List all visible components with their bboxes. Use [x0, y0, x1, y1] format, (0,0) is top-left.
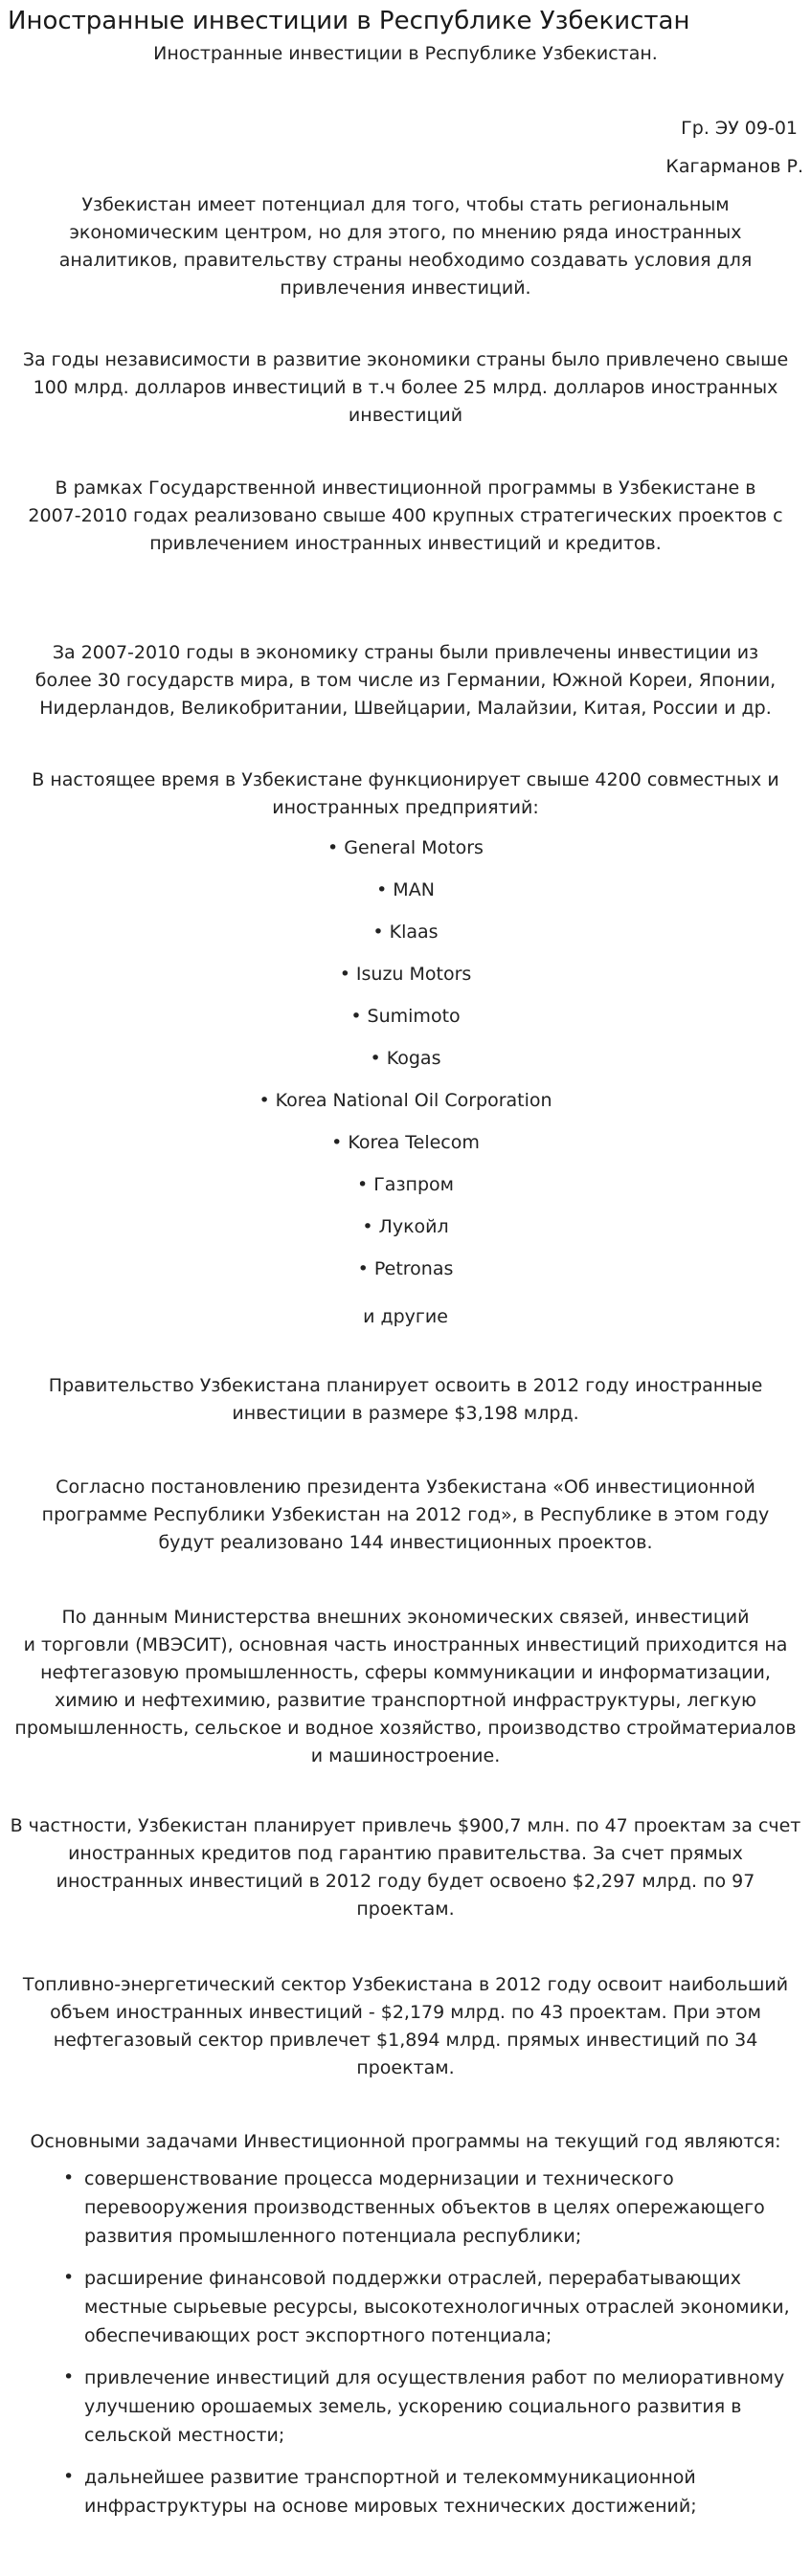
company-name: Kogas — [386, 1048, 441, 1069]
bullet-icon: • — [362, 1216, 373, 1237]
company-item — [0, 877, 811, 904]
paragraph-plan-2012: Правительство Узбекистана планирует освоить в 2012 году иностранные инвестиции в размере $3,198 млрд. — [48, 1375, 763, 1424]
company-item — [0, 834, 811, 862]
company-item — [0, 1213, 811, 1241]
company-item — [0, 1087, 811, 1115]
task-text: совершенствование процесса модернизации и технического перевооружения производственных объектов в целях опережающего развития промышленного потенциала республики; — [84, 2168, 765, 2247]
bullet-icon: • — [331, 1132, 343, 1153]
bullet-icon: • — [63, 2267, 75, 2288]
company-name: Korea Telecom — [348, 1132, 480, 1153]
paragraph-independence: За годы независимости в развитие экономики страны было привлечено свыше 100 млрд. долларов инвестиций в т.ч более 25 млрд. долларов иностранных инвестиций — [22, 349, 789, 426]
author-name: Кагарманов Р. — [665, 156, 803, 177]
company-item — [0, 1255, 811, 1283]
document-subtitle: Иностранные инвестиции в Республике Узбекистан. — [153, 43, 658, 64]
bullet-icon: • — [63, 2466, 75, 2487]
bullet-icon: • — [63, 2366, 75, 2387]
bullet-icon: • — [350, 1006, 362, 1027]
bullet-icon: • — [63, 2167, 75, 2188]
company-name: Korea National Oil Corporation — [275, 1090, 552, 1111]
group-label: Гр. ЭУ 09-01 — [681, 118, 798, 139]
company-item — [0, 1003, 811, 1031]
bullet-icon: • — [372, 922, 384, 943]
task-text: дальнейшее развитие транспортной и телекоммуникационной инфраструктуры на основе мировых технических достижений; — [84, 2467, 697, 2517]
paragraph-tasks-intro: Основными задачами Инвестиционной программы на текущий год являются: — [30, 2131, 781, 2152]
bullet-icon: • — [339, 964, 350, 985]
paragraph-energy: Топливно-энергетический сектор Узбекистана в 2012 году освоит наибольший объем иностранных инвестиций - $2,179 млрд. по 43 проектам. При этом нефтегазовый сектор привлечет $1,894 млрд. прямых инвестиций по 34 проектам. — [22, 1974, 789, 2078]
company-name: Sumimoto — [367, 1006, 461, 1027]
company-name: Лукойл — [378, 1216, 449, 1237]
bullet-icon: • — [259, 1090, 270, 1111]
page-title: Иностранные инвестиции в Республике Узбекистан — [8, 7, 690, 35]
bullet-icon: • — [370, 1048, 381, 1069]
company-item — [0, 1045, 811, 1073]
paragraph-state-program: В рамках Государственной инвестиционной программы в Узбекистане в 2007-2010 годах реализовано свыше 400 крупных стратегических проектов с привлечением иностранных инвестиций и кредитов. — [28, 477, 783, 554]
company-name: Газпром — [373, 1174, 454, 1195]
paragraph-ministry: По данным Министерства внешних экономических связей, инвестиций и торговли (МВЭСИТ), основная часть иностранных инвестиций приходится на нефтегазовую промышленность, сферы коммуникации и информатизации, химию и нефтехимию, развитие транспортной инфраструктуры, легкую промышленность, сельское и водное хозяйство, производство стройматериалов и машиностроение. — [14, 1607, 797, 1766]
company-name: Petronas — [373, 1258, 454, 1279]
company-name: Klaas — [389, 922, 439, 943]
company-item — [0, 1129, 811, 1157]
company-name: General Motors — [344, 837, 484, 858]
paragraph-countries: За 2007-2010 годы в экономику страны были привлечены инвестиции из более 30 государств мира, в том числе из Германии, Южной Кореи, Японии, Нидерландов, Великобритании, Швейцарии, Малайзии, Китая, России и др. — [34, 642, 777, 719]
company-name: Isuzu Motors — [355, 964, 472, 985]
company-item — [0, 961, 811, 988]
company-name: MAN — [393, 879, 435, 900]
paragraph-decree: Согласно постановлению президента Узбекистана «Об инвестиционной программе Республики Узбекистан на 2012 год», в Республике в этом году будут реализовано 144 инвестиционных проектов. — [41, 1477, 770, 1553]
paragraph-intro: Узбекистан имеет потенциал для того, чтобы стать региональным экономическим центром, но для этого, по мнению ряда иностранных аналитиков, правительству страны необходимо создавать условия для привлечения инвестиций. — [58, 194, 753, 299]
bullet-icon: • — [376, 879, 388, 900]
bullet-icon: • — [327, 837, 339, 858]
bullet-icon: • — [357, 1174, 369, 1195]
paragraph-credits: В частности, Узбекистан планирует привлечь $900,7 млн. по 47 проектам за счет иностранных кредитов под гарантию правительства. За счет прямых иностранных инвестиций в 2012 году будет освоено $2,297 млрд. по 97 проектам. — [10, 1815, 801, 1920]
bullet-icon: • — [357, 1258, 369, 1279]
company-item — [0, 1171, 811, 1199]
company-item — [0, 919, 811, 946]
paragraph-joint-ventures: В настоящее время в Узбекистане функционирует свыше 4200 совместных и иностранных предприятий: — [32, 769, 779, 818]
task-text: привлечение инвестиций для осуществления работ по мелиоративному улучшению орошаемых земель, ускорению социального развития в сельской местности; — [84, 2367, 785, 2446]
paragraph-others: и другие — [363, 1306, 448, 1327]
task-text: расширение финансовой поддержки отраслей, перерабатывающих местные сырьевые ресурсы, высокотехнологичных отраслей экономики, обеспечивающих рост экспортного потенциала; — [84, 2268, 790, 2346]
